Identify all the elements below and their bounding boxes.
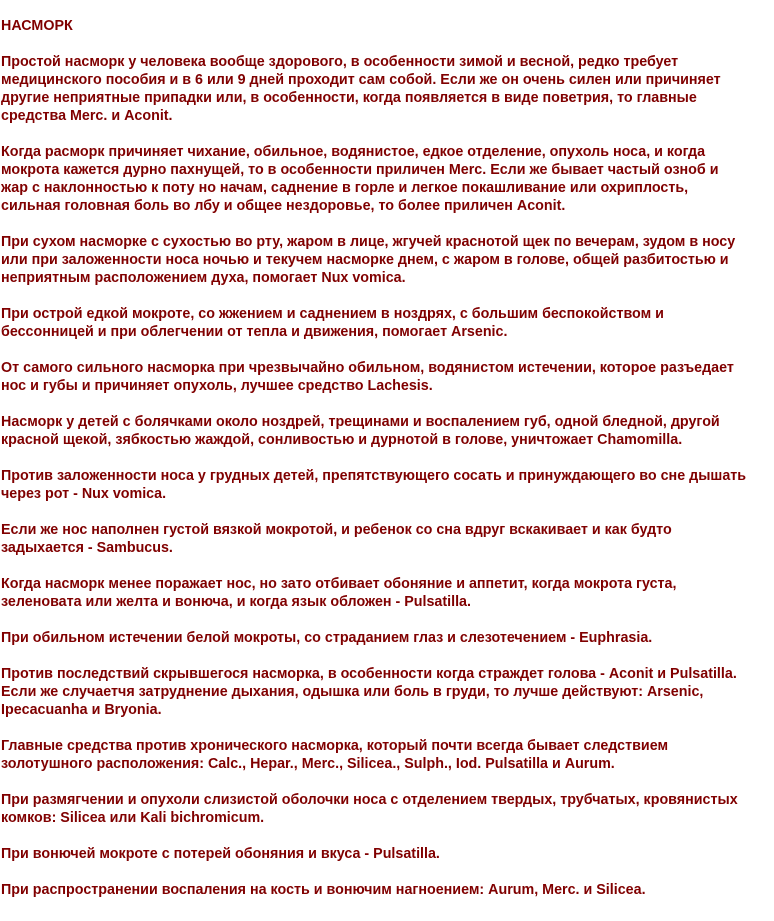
paragraph bbox=[1, 629, 771, 647]
paragraph bbox=[1, 53, 771, 125]
paragraph-line: Против заложенности носа у грудных детей, препятствующего сосать и принуждающего во сне дышать bbox=[1, 468, 747, 484]
paragraph-line: или при заложенности носа ночью и текучем насморке днем, с жаром в голове, общей разбитостью и bbox=[1, 252, 729, 268]
paragraph-line: Когда расморк причиняет чихание, обильное, водянистое, едкое отделение, опухоль носа, и когда bbox=[1, 144, 706, 160]
paragraph bbox=[1, 845, 771, 863]
paragraph bbox=[1, 737, 771, 773]
paragraph-line: красной щекой, зябкостью жаждой, сонливостью и дурнотой в голове, уничтожает Chamomilla. bbox=[1, 432, 683, 448]
paragraph-line: При вонючей мокроте с потерей обоняния и вкуса - Pulsatilla. bbox=[1, 846, 440, 862]
paragraph bbox=[1, 791, 771, 827]
paragraph-line: Когда насморк менее поражает нос, но зато отбивает обоняние и аппетит, когда мокрота густа, bbox=[1, 576, 677, 592]
paragraph bbox=[1, 305, 771, 341]
paragraph-line: неприятным расположением духа, помогает Nux vomica. bbox=[1, 270, 406, 286]
paragraph bbox=[1, 881, 771, 899]
paragraph bbox=[1, 521, 771, 557]
paragraph-line: При размягчении и опухоли слизистой оболочки носа с отделением твердых, трубчатых, кровянистых bbox=[1, 792, 738, 808]
paragraph-line: Если же нос наполнен густой вязкой мокротой, и ребенок со сна вдруг вскакивает и как будто bbox=[1, 522, 672, 538]
paragraph-line: медицинского пособия и в 6 или 9 дней проходит сам собой. Если же он очень силен или причиняет bbox=[1, 72, 721, 88]
paragraph-line: При распространении воспаления на кость и вонючим нагноением: Aurum, Merc. и Silicea. bbox=[1, 882, 646, 898]
paragraph-line: зеленовата или желта и вонюча, и когда язык обложен - Pulsatilla. bbox=[1, 594, 471, 610]
paragraph bbox=[1, 665, 771, 719]
paragraph-line: Если же случаетчя затруднение дыхания, одышка или боль в груди, то лучше действуют: Arsenic, bbox=[1, 684, 704, 700]
paragraph-line: Против последствий скрывшегося насморка, в особенности когда страждет голова - Aconit и Pulsatilla. bbox=[1, 666, 737, 682]
paragraph-line: От самого сильного насморка при чрезвычайно обильном, водянистом истечении, которое разъедает bbox=[1, 360, 734, 376]
paragraph-line: бессонницей и при облегчении от тепла и движения, помогает Arsenic. bbox=[1, 324, 508, 340]
paragraph-line: При сухом насморке с сухостью во рту, жаром в лице, жгучей краснотой щек по вечерам, зудом в носу bbox=[1, 234, 736, 250]
paragraph bbox=[1, 359, 771, 395]
paragraph-line: средства Merc. и Aconit. bbox=[1, 108, 173, 124]
paragraph bbox=[1, 143, 771, 215]
paragraph-line: другие неприятные припадки или, в особенности, когда появляется в виде поветрия, то главные bbox=[1, 90, 697, 106]
paragraph-line: через рот - Nux vomica. bbox=[1, 486, 167, 502]
paragraph-line: Насморк у детей с болячками около ноздрей, трещинами и воспалением губ, одной бледной, другой bbox=[1, 414, 720, 430]
paragraph-line: При обильном истечении белой мокроты, со страданием глаз и слезотечением - Euphrasia. bbox=[1, 630, 653, 646]
paragraph bbox=[1, 575, 771, 611]
paragraph-line: комков: Silicea или Kali bichromicum. bbox=[1, 810, 265, 826]
paragraph-line: При острой едкой мокроте, со жжением и саднением в ноздрях, с большим беспокойством и bbox=[1, 306, 664, 322]
document-body bbox=[1, 17, 771, 917]
paragraph-list bbox=[1, 53, 771, 899]
paragraph-line: Главные средства против хронического насморка, который почти всегда бывает следствием bbox=[1, 738, 669, 754]
paragraph bbox=[1, 233, 771, 287]
paragraph-line: задыхается - Sambucus. bbox=[1, 540, 173, 556]
paragraph-line: сильная головная боль во лбу и общее нездоровье, то более приличен Aconit. bbox=[1, 198, 566, 214]
paragraph bbox=[1, 467, 771, 503]
paragraph-line: Ipecacuanha и Bryonia. bbox=[1, 702, 162, 718]
paragraph-line: нос и губы и причиняет опухоль, лучшее средство Lachesis. bbox=[1, 378, 433, 394]
paragraph-line: золотушного расположения: Calc., Hepar., Merc., Silicea., Sulph., Iod. Pulsatilla и Aurum. bbox=[1, 756, 615, 772]
paragraph-line: мокрота кажется дурно пахнущей, то в особенности приличен Merc. Если же бывает частый озноб и bbox=[1, 162, 719, 178]
page-title: НАСМОРК bbox=[1, 18, 73, 34]
paragraph bbox=[1, 413, 771, 449]
paragraph-line: жар с наклонностью к поту но начам, саднение в горле и легкое покашливание или охриплость, bbox=[1, 180, 689, 196]
paragraph-line: Простой насморк у человека вообще здорового, в особенности зимой и весной, редко требует bbox=[1, 54, 679, 70]
